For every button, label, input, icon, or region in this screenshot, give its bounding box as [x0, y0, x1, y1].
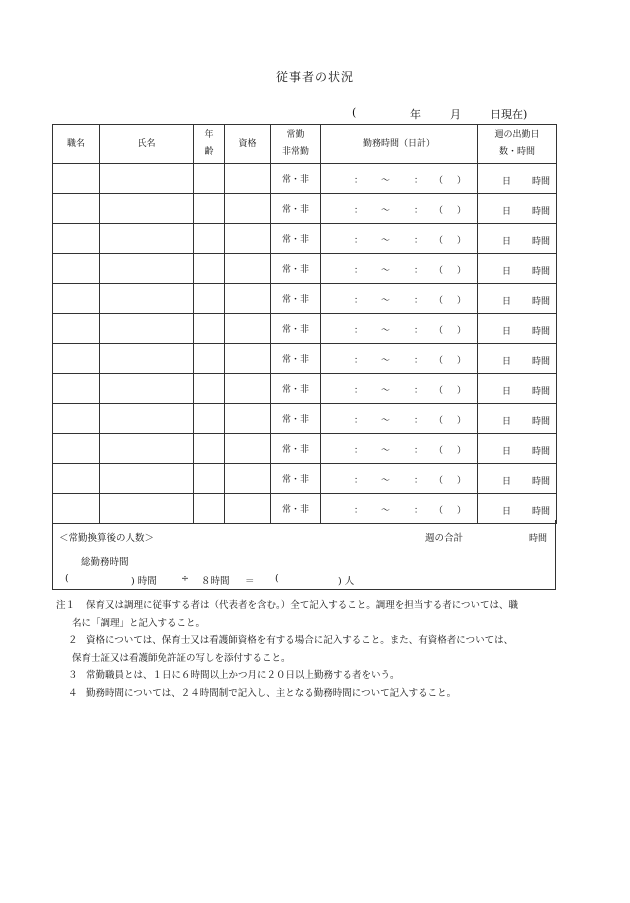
hours-tilde: 〜	[381, 266, 391, 276]
hours-tilde: 〜	[381, 506, 391, 516]
cell-weekly[interactable]	[478, 314, 557, 344]
cell-job[interactable]	[53, 404, 100, 434]
header-employment-line2: 非常勤	[281, 147, 309, 157]
cell-qualification[interactable]	[225, 314, 271, 344]
hours-tilde: 〜	[381, 296, 391, 306]
cell-hours[interactable]	[321, 314, 478, 344]
hours-colon-start: ：	[354, 506, 364, 516]
cell-qualification[interactable]	[225, 494, 271, 524]
weekly-hour-unit: 時間	[532, 297, 551, 307]
cell-age[interactable]	[194, 434, 225, 464]
cell-weekly[interactable]	[478, 434, 557, 464]
weekly-day-unit: 日	[502, 477, 512, 487]
cell-employment[interactable]: 常・非	[271, 344, 321, 374]
date-month-label: 月	[450, 108, 461, 121]
note-item	[56, 597, 596, 632]
header-age-line1: 年	[204, 130, 214, 140]
hours-colon-end: ：	[414, 416, 424, 426]
cell-qualification[interactable]	[225, 194, 271, 224]
header-job: 職名	[53, 125, 100, 164]
weekly-hour-unit: 時間	[532, 177, 551, 187]
weekly-day-unit: 日	[502, 177, 512, 187]
header-weekly-line1: 週の出勤日	[494, 130, 540, 140]
cell-job[interactable]	[53, 314, 100, 344]
hours-colon-start: ：	[354, 386, 364, 396]
hours-colon-end: ：	[414, 176, 424, 186]
cell-age[interactable]	[194, 194, 225, 224]
table-row	[53, 164, 557, 194]
hours-tilde: 〜	[381, 476, 391, 486]
cell-employment[interactable]: 常・非	[271, 374, 321, 404]
weekly-day-unit: 日	[502, 297, 512, 307]
weekly-day-unit: 日	[502, 207, 512, 217]
note-number: ３	[68, 670, 78, 681]
note-number: 注１	[56, 600, 76, 611]
weekly-hour-unit: 時間	[532, 447, 551, 457]
cell-hours[interactable]	[321, 344, 478, 374]
total-hours-label: 総勤務時間	[81, 557, 129, 568]
calc-persons-unit: ) 人	[338, 576, 355, 587]
staff-table	[52, 124, 557, 524]
hours-colon-end: ：	[414, 356, 424, 366]
hours-colon-end: ：	[414, 266, 424, 276]
cell-employment[interactable]: 常・非	[271, 254, 321, 284]
cell-hours[interactable]	[321, 194, 478, 224]
hours-colon-start: ：	[354, 416, 364, 426]
note-item	[56, 667, 596, 685]
cell-name[interactable]	[100, 194, 194, 224]
cell-job[interactable]	[53, 284, 100, 314]
hours-colon-start: ：	[354, 446, 364, 456]
cell-hours[interactable]	[321, 284, 478, 314]
weekly-hour-unit: 時間	[532, 507, 551, 517]
hours-paren-open: （	[434, 266, 444, 276]
hours-paren-open: （	[434, 416, 444, 426]
cell-hours[interactable]	[321, 164, 478, 194]
table-header-row	[53, 125, 557, 164]
note-item	[56, 685, 596, 703]
hours-paren-open: （	[434, 206, 444, 216]
cell-name[interactable]	[100, 164, 194, 194]
weekly-day-unit: 日	[502, 417, 512, 427]
page-title: 従事者の状況	[275, 70, 354, 84]
hours-paren-open: （	[434, 506, 444, 516]
note-line: 保育又は調理に従事する者は（代表者を含む。）全て記入すること。調理を担当する者については、職	[86, 600, 519, 611]
cell-name[interactable]	[100, 284, 194, 314]
weekly-day-unit: 日	[502, 387, 512, 397]
table-row	[53, 434, 557, 464]
cell-age[interactable]	[194, 404, 225, 434]
hours-colon-end: ：	[414, 446, 424, 456]
cell-qualification[interactable]	[225, 374, 271, 404]
calc-equals: ＝	[245, 576, 255, 587]
hours-paren-open: （	[434, 236, 444, 246]
date-year-label: 年	[410, 108, 421, 121]
cell-job[interactable]	[53, 224, 100, 254]
hours-paren-close: ）	[457, 326, 467, 336]
cell-job[interactable]	[53, 464, 100, 494]
header-hours: 勤務時間（日計）	[321, 125, 478, 164]
hours-tilde: 〜	[381, 236, 391, 246]
cell-name[interactable]	[100, 404, 194, 434]
hours-paren-open: （	[434, 386, 444, 396]
calc-paren-open: (	[65, 573, 69, 584]
notes-section	[56, 597, 596, 702]
hours-colon-start: ：	[354, 476, 364, 486]
note-number: ２	[68, 635, 78, 646]
cell-age[interactable]	[194, 254, 225, 284]
hours-colon-start: ：	[354, 356, 364, 366]
cell-weekly[interactable]	[478, 494, 557, 524]
cell-weekly[interactable]	[478, 284, 557, 314]
hours-colon-start: ：	[354, 236, 364, 246]
header-age-line2: 齢	[204, 147, 214, 157]
header-weekly-line2: 数・時間	[498, 147, 535, 157]
weekly-total-unit: 時間	[529, 534, 548, 544]
cell-weekly[interactable]	[478, 224, 557, 254]
hours-tilde: 〜	[381, 416, 391, 426]
cell-qualification[interactable]	[225, 344, 271, 374]
cell-qualification[interactable]	[225, 254, 271, 284]
table-row	[53, 464, 557, 494]
cell-weekly[interactable]	[478, 344, 557, 374]
calc-eight-hours: ８時間	[201, 576, 230, 587]
hours-paren-close: ）	[457, 506, 467, 516]
hours-paren-close: ）	[457, 176, 467, 186]
hours-paren-open: （	[434, 356, 444, 366]
cell-hours[interactable]	[321, 494, 478, 524]
hours-colon-end: ：	[414, 386, 424, 396]
hours-paren-close: ）	[457, 386, 467, 396]
weekly-hour-unit: 時間	[532, 477, 551, 487]
cell-employment[interactable]: 常・非	[271, 434, 321, 464]
hours-tilde: 〜	[381, 356, 391, 366]
hours-colon-end: ：	[414, 296, 424, 306]
weekly-day-unit: 日	[502, 237, 512, 247]
note-number: ４	[68, 687, 78, 699]
cell-qualification[interactable]	[225, 464, 271, 494]
hours-paren-close: ）	[457, 296, 467, 306]
weekly-day-unit: 日	[502, 327, 512, 337]
note-line: 常勤職員とは、１日に６時間以上かつ月に２０日以上勤務する者をいう。	[86, 670, 400, 681]
note-line: 資格については、保育士又は看護師資格を有する場合に記入すること。また、有資格者については、	[86, 635, 514, 646]
cell-hours[interactable]	[321, 434, 478, 464]
weekly-day-unit: 日	[502, 507, 512, 517]
cell-employment[interactable]: 常・非	[271, 314, 321, 344]
cell-qualification[interactable]	[225, 224, 271, 254]
fte-label: ＜常勤換算後の人数＞	[59, 533, 155, 544]
cell-name[interactable]	[100, 494, 194, 524]
hours-paren-open: （	[434, 296, 444, 306]
calc-hours-unit: ) 時間	[131, 576, 157, 587]
cell-name[interactable]	[100, 434, 194, 464]
cell-weekly[interactable]	[478, 464, 557, 494]
cell-employment[interactable]: 常・非	[271, 494, 321, 524]
weekly-day-unit: 日	[502, 357, 512, 367]
hours-paren-close: ）	[457, 266, 467, 276]
table-row	[53, 374, 557, 404]
cell-hours[interactable]	[321, 404, 478, 434]
calc-divide: ÷	[181, 573, 189, 584]
note-line: 保育士証又は看護師免許証の写しを添付すること。	[72, 652, 291, 664]
cell-employment[interactable]: 常・非	[271, 194, 321, 224]
hours-paren-close: ）	[457, 206, 467, 216]
hours-colon-start: ：	[354, 176, 364, 186]
cell-age[interactable]	[194, 164, 225, 194]
summary-box	[52, 520, 556, 590]
weekly-hour-unit: 時間	[532, 387, 551, 397]
calc-paren-open2: (	[275, 573, 279, 584]
table-row	[53, 344, 557, 374]
cell-age[interactable]	[194, 344, 225, 374]
cell-age[interactable]	[194, 284, 225, 314]
hours-colon-end: ：	[414, 506, 424, 516]
header-weekly	[478, 125, 557, 164]
cell-job[interactable]	[53, 194, 100, 224]
cell-age[interactable]	[194, 314, 225, 344]
hours-colon-end: ：	[414, 236, 424, 246]
cell-hours[interactable]	[321, 374, 478, 404]
cell-weekly[interactable]	[478, 254, 557, 284]
hours-paren-open: （	[434, 476, 444, 486]
hours-paren-close: ）	[457, 476, 467, 486]
note-item	[56, 632, 596, 667]
weekly-total-label: 週の合計	[425, 533, 464, 544]
table-row	[53, 314, 557, 344]
hours-tilde: 〜	[381, 386, 391, 396]
cell-name[interactable]	[100, 374, 194, 404]
table-row	[53, 254, 557, 284]
cell-name[interactable]	[100, 464, 194, 494]
hours-colon-end: ：	[414, 326, 424, 336]
cell-job[interactable]	[53, 434, 100, 464]
note-line: 名に「調理」と記入すること。	[72, 617, 206, 629]
cell-age[interactable]	[194, 374, 225, 404]
cell-job[interactable]	[53, 164, 100, 194]
cell-age[interactable]	[194, 464, 225, 494]
cell-employment[interactable]: 常・非	[271, 404, 321, 434]
cell-employment[interactable]: 常・非	[271, 464, 321, 494]
table-row	[53, 284, 557, 314]
date-open-paren: (	[352, 106, 357, 119]
cell-age[interactable]	[194, 224, 225, 254]
weekly-day-unit: 日	[502, 447, 512, 457]
hours-colon-start: ：	[354, 206, 364, 216]
weekly-hour-unit: 時間	[532, 357, 551, 367]
hours-paren-open: （	[434, 176, 444, 186]
weekly-hour-unit: 時間	[532, 207, 551, 217]
table-row	[53, 224, 557, 254]
cell-name[interactable]	[100, 344, 194, 374]
hours-colon-end: ：	[414, 206, 424, 216]
hours-tilde: 〜	[381, 446, 391, 456]
cell-employment[interactable]: 常・非	[271, 164, 321, 194]
hours-colon-start: ：	[354, 326, 364, 336]
cell-hours[interactable]	[321, 464, 478, 494]
cell-employment[interactable]: 常・非	[271, 224, 321, 254]
cell-employment[interactable]: 常・非	[271, 284, 321, 314]
weekly-day-unit: 日	[502, 267, 512, 277]
hours-paren-open: （	[434, 326, 444, 336]
hours-paren-close: ）	[457, 236, 467, 246]
weekly-hour-unit: 時間	[532, 237, 551, 247]
hours-colon-start: ：	[354, 296, 364, 306]
weekly-hour-unit: 時間	[532, 327, 551, 337]
cell-qualification[interactable]	[225, 404, 271, 434]
cell-hours[interactable]	[321, 224, 478, 254]
cell-hours[interactable]	[321, 254, 478, 284]
hours-colon-start: ：	[354, 266, 364, 276]
weekly-hour-unit: 時間	[532, 267, 551, 277]
hours-paren-close: ）	[457, 356, 467, 366]
date-day-label: 日現在)	[490, 108, 528, 121]
cell-qualification[interactable]	[225, 164, 271, 194]
cell-weekly[interactable]	[478, 164, 557, 194]
cell-job[interactable]	[53, 254, 100, 284]
table-row	[53, 194, 557, 224]
cell-name[interactable]	[100, 224, 194, 254]
hours-tilde: 〜	[381, 206, 391, 216]
header-age	[194, 125, 225, 164]
cell-weekly[interactable]	[478, 404, 557, 434]
cell-qualification[interactable]	[225, 434, 271, 464]
cell-job[interactable]	[53, 494, 100, 524]
cell-weekly[interactable]	[478, 374, 557, 404]
cell-qualification[interactable]	[225, 284, 271, 314]
header-employment-line1: 常勤	[286, 130, 305, 140]
cell-name[interactable]	[100, 314, 194, 344]
header-qualification: 資格	[225, 125, 271, 164]
hours-tilde: 〜	[381, 326, 391, 336]
cell-name[interactable]	[100, 254, 194, 284]
note-line: 勤務時間については、２４時間制で記入し、主となる勤務時間について記入すること。	[86, 687, 457, 699]
hours-paren-open: （	[434, 446, 444, 456]
weekly-hour-unit: 時間	[532, 417, 551, 427]
cell-age[interactable]	[194, 494, 225, 524]
hours-tilde: 〜	[381, 176, 391, 186]
header-employment	[271, 125, 321, 164]
cell-job[interactable]	[53, 344, 100, 374]
hours-colon-end: ：	[414, 476, 424, 486]
table-row	[53, 494, 557, 524]
cell-job[interactable]	[53, 374, 100, 404]
table-row	[53, 404, 557, 434]
hours-paren-close: ）	[457, 416, 467, 426]
hours-paren-close: ）	[457, 446, 467, 456]
cell-weekly[interactable]	[478, 194, 557, 224]
header-name: 氏名	[100, 125, 194, 164]
